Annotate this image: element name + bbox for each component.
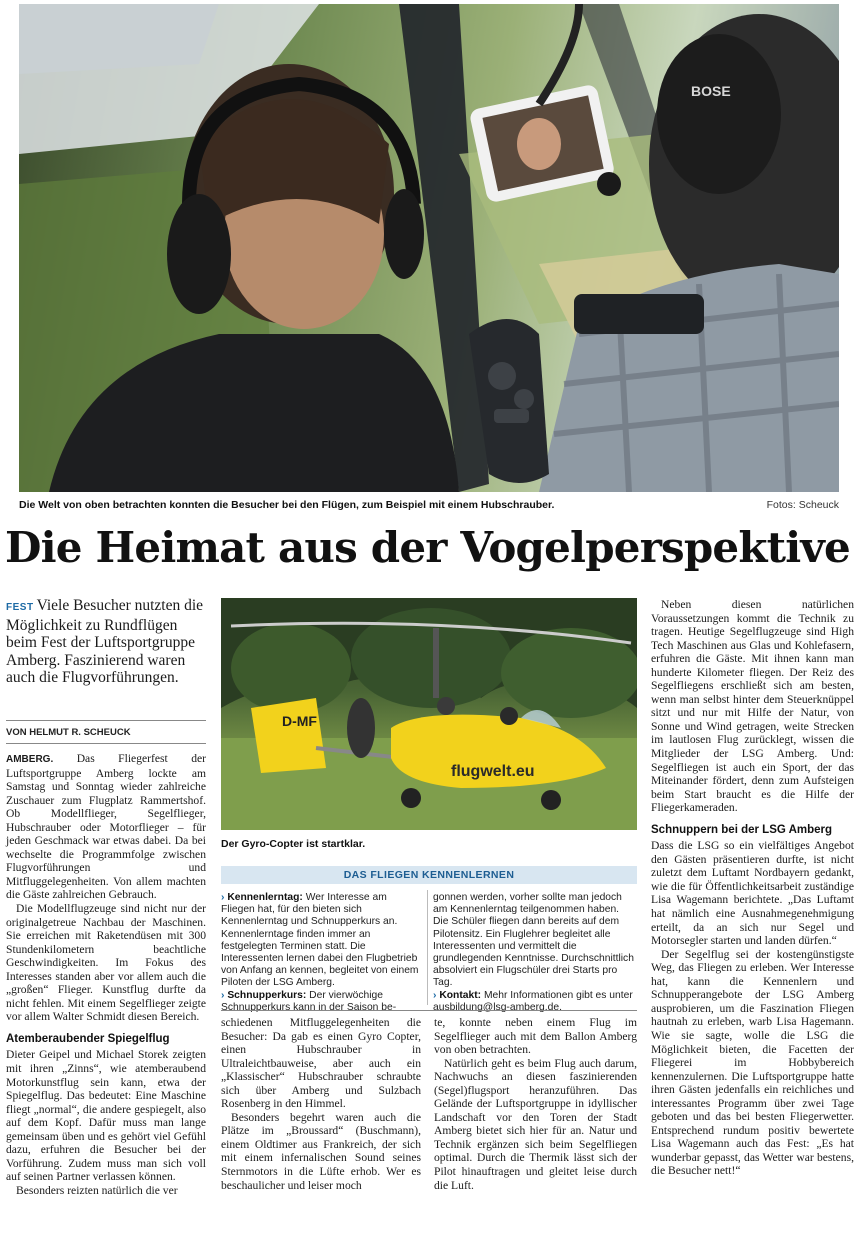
paragraph: Besonders reizten natürlich die ver [16,1183,178,1197]
arrow-icon: › [221,892,225,903]
arrow-icon: › [433,989,437,1001]
paragraph: te, konnte neben einem Flug im Segelflieger auch mit dem Ballon Amberg von oben betrachten. [434,1016,637,1057]
info-label: Schnupperkurs: [227,989,307,1001]
info-text: Mehr Informationen gibt es unter ausbildung@lsg-amberg.de. [433,989,633,1013]
paragraph [6,752,206,902]
arrow-icon: › [221,989,225,1001]
info-item-kennenlerntag [221,892,421,990]
headset-brand-label: BOSE [691,83,731,99]
gyrocopter-photo [221,598,637,830]
info-divider [427,890,428,1005]
info-label: Kennenlerntag: [227,892,303,903]
paragraph: Der Segelflug sei der kostengünstigste Weg, das Fliegen zu erleben. Wer Interesse hat, kann die Kennenlern und Schnupperangebote der LSG Amberg ausprobieren, um die Faszination Fliegen hautnah zu erleben, warb Lisa Hagemann. Wie sie sagte, wolle die LSG die Möglichkeit bieten, die Facetten der Fliegerei im Hobbybereich kennenzulernen. Die Luftsportgruppe hatte ihren Gästen jedenfalls ein reichliches und interessantes Programm über zwei Tage geboten und das bei besten Fliegerwetter. Entsprechend rundum positiv bewertete Lisa Wagemann auch das Fest: „Es hat wunderbar gepasst, das Wetter war bestens, die Besucher nett!“ [651,947,854,1178]
gyro-caption: Der Gyro-Copter ist startklar. [221,838,366,850]
teaser-text: Viele Besucher nutzten die Möglichkeit zu Rundflügen beim Fest der Luftsportgruppe Amberg. Faszinierend waren auch die Flugvorführungen. [6,597,204,687]
article-column-1 [6,752,206,1198]
info-box-right [433,892,637,1014]
paragraph: Neben diesen natürlichen Voraussetzungen kommt die Technik zu tragen. Heutige Segelflugzeuge sind High Tech Maschinen aus Glas und Kohlefasern, erfuhren die Gäste. Mit ihnen kann man hunderte Kilometer fliegen. Der Reiz des Segelfliegens erschließt sich am besten, wenn man selbst hinter dem Steuerknüppel sitzt und nur mit Hilfe der Natur, von Sonne und Wind getragen, weite Strecken im lautlosen Flug zurücklegt, wissen die Mitglieder der LSG Amberg. Und: Segelfliegen ist auch ein Sport, der das Miteinander fördert, denn zum Aufsteigen beim Start braucht es die Hilfe der Fliegerkameraden. [651,598,854,815]
info-box-bottom-rule [221,1010,637,1011]
teaser [6,597,206,687]
author-line: VON HELMUT R. SCHEUCK [6,720,206,744]
hero-caption: Die Welt von oben betrachten konnten die Besucher bei den Flügen, zum Beispiel mit einem Hubschrauber. [19,499,555,511]
gyro-registration: D-MF [282,713,317,729]
helicopter-cockpit-illustration [19,4,839,492]
article-column-4 [651,598,854,1178]
paragraph: Die Modellflugzeuge sind nicht nur der originalgetreue Nachbau der Maschinen. Sie erreichen mit Raketendüsen mit 300 Stundenkilometern beachtliche Geschwindigkeiten. Im Fokus des Interesses standen aber vor allem auch die „großen“ Flieger. Kunstflug durfte da nicht fehlen. Mit einem Segelflieger zeigte vor allem Walter Schmidt diesen Bereich. [6,902,206,1024]
dateline: AMBERG. [6,754,54,765]
info-label: Kontakt: [439,989,482,1001]
subheading: Atemberaubender Spiegelflug [6,1032,170,1045]
info-text-continued: gonnen werden, vorher sollte man jedoch am Kennenlerntag teilgenommen haben. Die Schüler fliegen dann bereits auf dem Pilotensitz. Ein Fluglehrer begleitet alle Interessenten und vermittelt die grundlegenden Kenntnisse. Durchschnittlich absolviert ein Flugschüler drei Starts pro Tag. [433,892,634,989]
info-box-left [221,892,421,1014]
subheading: Schnuppern bei der LSG Amberg [651,823,833,836]
hero-photo [19,4,839,492]
paragraph: Dass die LSG so ein vielfältiges Angebot den Gästen präsentieren durfte, ist nicht zuletzt dem Luftamt Nordbayern gedankt, wie die für Öffentlichkeitsarbeit zuständige Lisa Wagemann berichtete. „Das Luftamt hat nämlich eine Ausnahmegenehmigung erteilt, da an sich nur Segel und Motorsegler starten und landen dürfen.“ [651,839,854,948]
photo-credit: Fotos: Scheuck [766,499,839,511]
paragraph: Natürlich geht es beim Flug auch darum, Nachwuchs an diesen faszinierenden (Segel)flugsport heranzuführen. Das Gelände der Luftsportgruppe in idyllischer Landschaft vor den Toren der Stadt Amberg bietet sich hier für an. Natur und Technik ergänzen sich beim Segelfliegen optimal. Durch die Thermik lässt sich der Pilot hinauftragen und gleitet leise durch die Luft. [434,1056,637,1192]
gyro-brand: flugwelt.eu [451,763,535,780]
headline: Die Heimat aus der Vogelperspektive [5,523,850,572]
gyrocopter-illustration [221,598,637,830]
article-column-2 [221,1016,421,1192]
paragraph-text: Das Fliegerfest der Luftsportgruppe Amberg lockte am Samstag und Sonntag wieder zahlreiche Zuschauer zum Flugplatz Rammertshof. Ob Modellflieger, Segelflieger, Hubschrauber oder Motorflieger – für jeden Geschmack war etwas dabei. Da bei wechselte die Programmfolge zwischen Flugvorführungen und Mitfluggelegenheiten. Von allem machten die Gäste zahlreichen Gebrauch. [6,752,206,902]
article-column-3 [434,1016,637,1192]
paragraph: Dieter Geipel und Michael Storek zeigten mit ihren „Zinns“, wie atemberaubend Motorkunstflug sein kann, etwa der Spiegelflug. Das bedeutet: Eine Maschine fliegt „normal“, die andere gespiegelt, also auf dem Kopf. Dafür muss man lange gemeinsam üben und es gehört viel Gefühl dazu, erfuhren die Besucher bei der Vorführung. Zudem muss man sich voll auf seinen Partner verlassen können. [6,1048,206,1184]
info-text: Wer Interesse am Fliegen hat, für den bieten sich Kennenlerntag und Schnupperkurs an. Kennenlerntage finden immer an festgelegten Terminen statt. Die Interessenten lernen dabei den Flugbetrieb von Anfang an kennen, begleitet von einem Piloten der LSG Amberg. [221,892,419,989]
paragraph: schiedenen Mitfluggelegenheiten die Besucher: Da gab es einen Gyro Copter, einen Hubschrauber in Ultraleichtbauweise, aber auch ein „Klassischer“ Hubschrauber schraubte sich über Amberg und Sulzbach Rosenberg in den Himmel. [221,1016,421,1111]
paragraph: Besonders begehrt waren auch die Plätze im „Broussard“ (Buschmann), einem Oldtimer aus Frankreich, der sich mit einem infernalischen Sound seines Sternmotors in die Lüfte erhob. Wer es beschaulicher und leiser moch [221,1110,421,1192]
info-text: Der vierwöchige Schnupperkurs kann in der Saison be- [221,989,397,1013]
info-box-title: DAS FLIEGEN KENNENLERNEN [221,866,637,884]
teaser-tag: FEST [6,602,34,613]
